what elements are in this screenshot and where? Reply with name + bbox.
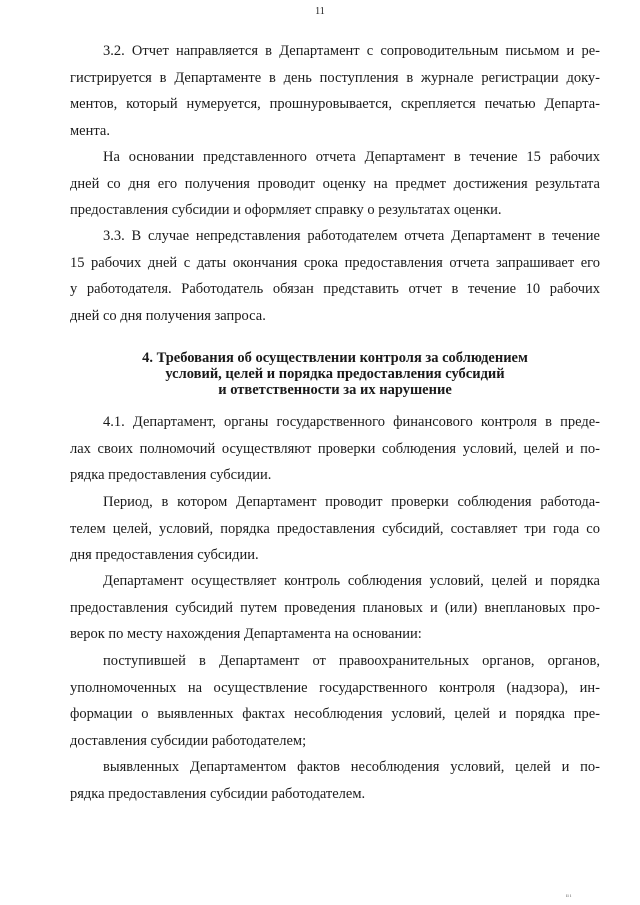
paragraph-report-evaluation <box>70 144 600 224</box>
heading-line: 4. Требования об осуществлении контроля за соблюдением <box>142 350 528 366</box>
paragraph-period <box>70 489 600 569</box>
paragraph-3-2 <box>70 38 600 144</box>
text-line: лах своих полномочий осуществляют проверки соблюдения условий, целей и по- <box>70 440 600 457</box>
text-line: 3.2. Отчет направляется в Департамент с сопроводительным письмом и ре- <box>103 43 600 59</box>
text-line: предоставления субсидии и оформляет справку о результатах оценки. <box>70 202 502 218</box>
text-line: предоставления субсидий путем проведения плановых и (или) внеплановых про- <box>70 599 600 616</box>
text-line: формации о выявленных фактах несоблюдения условий, целей и порядка пре- <box>70 706 600 722</box>
heading-line: условий, целей и порядка предоставления субсидий <box>165 366 505 382</box>
page-number: 11 <box>315 6 325 17</box>
text-line: Департамент осуществляет контроль соблюдения условий, целей и порядка <box>103 573 600 589</box>
text-line: Период, в котором Департамент проводит проверки соблюдения работода- <box>103 494 600 510</box>
text-line: у работодателя. Работодатель обязан представить отчет в течение 10 рабочих <box>70 281 600 297</box>
heading-line: и ответственности за их нарушение <box>218 382 452 398</box>
paragraph-received-information <box>70 648 600 754</box>
text-line: 3.3. В случае непредставления работодателем отчета Департамент в течение <box>103 228 600 244</box>
text-line: На основании представленного отчета Департамент в течение 15 рабочих <box>103 149 600 165</box>
section-heading <box>70 350 600 398</box>
text-line: дней со дня получения запроса. <box>70 307 266 324</box>
text-line: выявленных Департаментом фактов несоблюдения условий, целей и по- <box>103 759 600 775</box>
text-line: уполномоченных на осуществление государственного контроля (надзора), ин- <box>70 679 600 696</box>
text-line: дня предоставления субсидии. <box>70 547 259 563</box>
text-line: доставления субсидии работодателем; <box>70 732 307 749</box>
text-line: телем целей, условий, порядка предоставления субсидий, составляет три года со <box>70 520 600 537</box>
paragraph-control <box>70 568 600 648</box>
paragraph-3-3 <box>70 223 600 329</box>
text-line: рядка предоставления субсидии работодателем. <box>70 785 366 802</box>
paragraph-detected-facts <box>70 754 600 807</box>
text-line: верок по месту нахождения Департамента на основании: <box>70 626 422 642</box>
text-line: гистрируется в Департаменте в день поступления в журнале регистрации доку- <box>70 69 600 86</box>
paragraph-4-1 <box>70 409 600 489</box>
text-line: поступившей в Департамент от правоохранительных органов, органов, <box>103 653 600 669</box>
text-line: 15 рабочих дней с даты окончания срока предоставления отчета запрашивает его <box>70 254 600 271</box>
text-line: дней со дня его получения проводит оценку на предмет достижения результата <box>70 175 600 192</box>
text-line: ментов, который нумеруется, прошнуровывается, скрепляется печатью Департа- <box>70 96 600 112</box>
scan-mark: ıı ı <box>566 894 572 899</box>
text-line: 4.1. Департамент, органы государственного финансового контроля в преде- <box>103 414 600 430</box>
text-line: рядка предоставления субсидии. <box>70 467 272 483</box>
text-line: мента. <box>70 122 110 139</box>
